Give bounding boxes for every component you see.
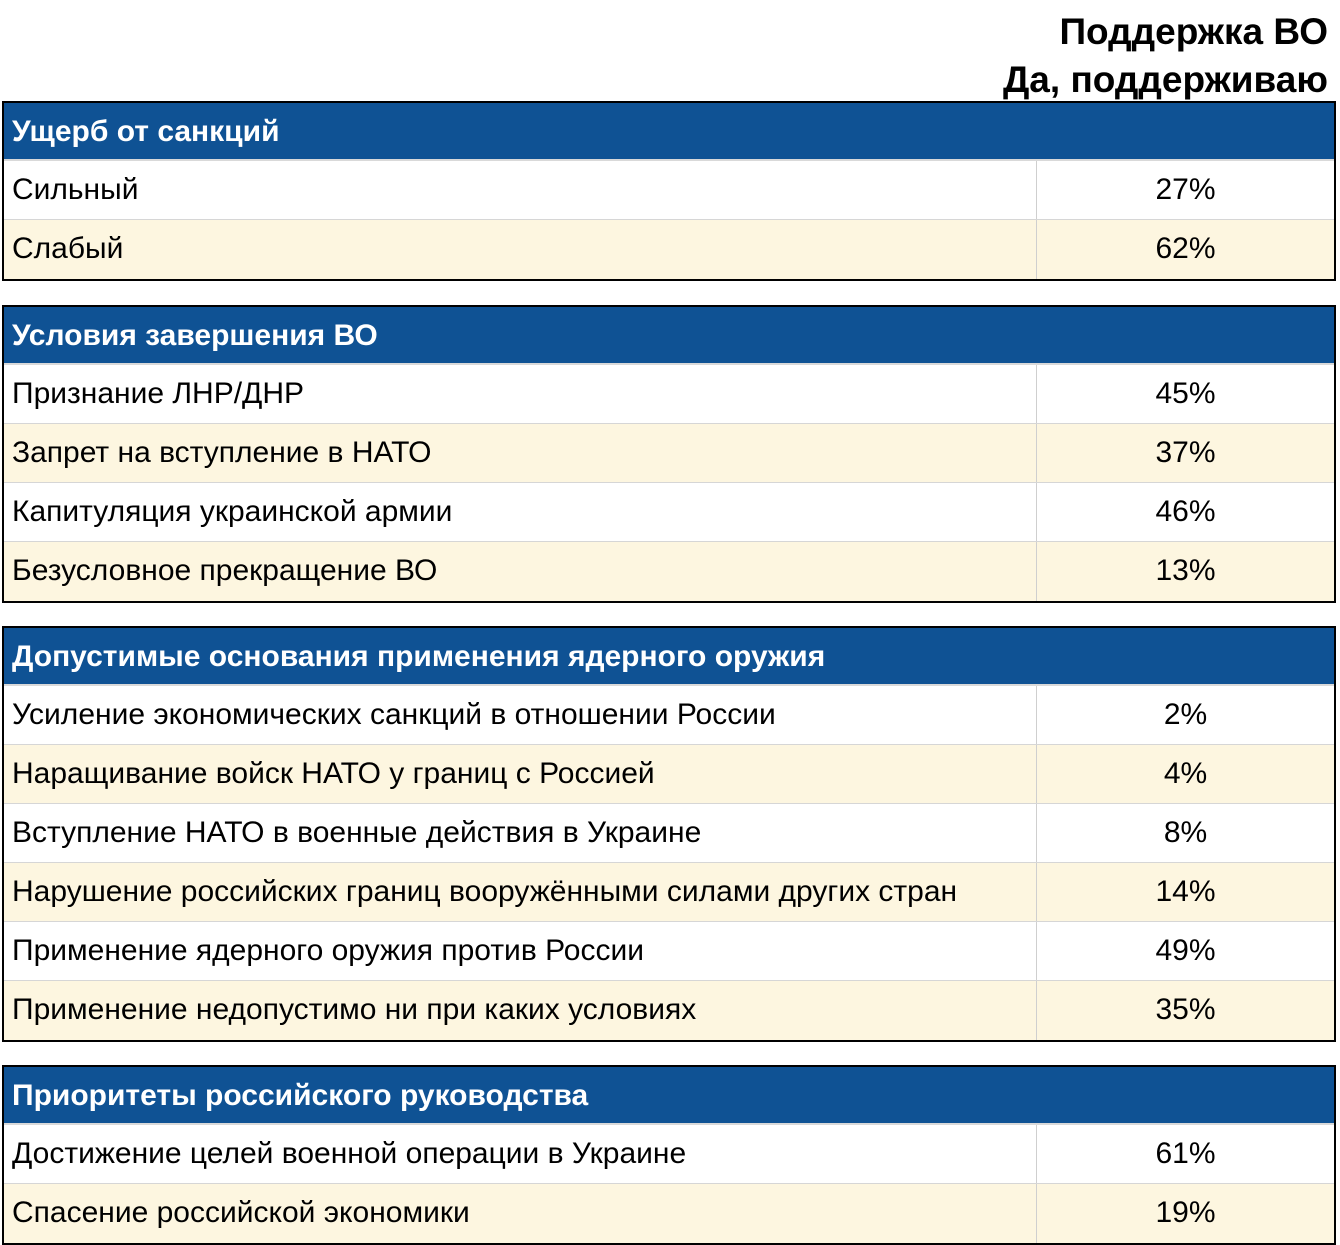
section-nuclear-grounds	[2, 626, 1336, 1042]
row-label: Достижение целей военной операции в Украине	[4, 1125, 1037, 1183]
section-end-conditions	[2, 305, 1336, 603]
row-value: 37%	[1155, 436, 1216, 469]
row-value: 35%	[1155, 993, 1216, 1026]
table-row	[4, 1184, 1334, 1243]
table-row	[4, 804, 1334, 863]
section-sanctions-damage	[2, 101, 1336, 281]
section-title: Допустимые основания применения ядерного оружия	[4, 628, 1334, 686]
row-label: Применение недопустимо ни при каких условиях	[4, 981, 1037, 1040]
table-row	[4, 863, 1334, 922]
row-value: 61%	[1155, 1137, 1216, 1170]
row-label: Наращивание войск НАТО у границ с Россией	[4, 745, 1037, 803]
section-leadership-priorities	[2, 1065, 1336, 1245]
row-label: Запрет на вступление в НАТО	[4, 424, 1037, 482]
table-row	[4, 745, 1334, 804]
row-value: 27%	[1155, 173, 1216, 206]
row-value: 2%	[1163, 698, 1208, 731]
table-row	[4, 220, 1334, 279]
row-label: Спасение российской экономики	[4, 1184, 1037, 1243]
table-row	[4, 161, 1334, 220]
table-row	[4, 365, 1334, 424]
section-title: Ущерб от санкций	[4, 103, 1334, 161]
column-header-line1: Поддержка ВО	[1059, 11, 1328, 52]
table-row	[4, 686, 1334, 745]
row-value: 13%	[1155, 554, 1216, 587]
row-value: 4%	[1163, 757, 1208, 790]
table-row	[4, 542, 1334, 601]
row-value: 14%	[1155, 875, 1216, 908]
table-row	[4, 1125, 1334, 1184]
row-value: 8%	[1163, 816, 1208, 849]
row-value: 46%	[1155, 495, 1216, 528]
row-value: 45%	[1155, 377, 1216, 410]
column-header	[1003, 8, 1328, 104]
row-label: Капитуляция украинской армии	[4, 483, 1037, 541]
row-value: 49%	[1155, 934, 1216, 967]
row-label: Нарушение российских границ вооружёнными силами других стран	[4, 863, 1037, 921]
column-header-line2: Да, поддерживаю	[1002, 59, 1328, 100]
row-label: Безусловное прекращение ВО	[4, 542, 1037, 601]
row-label: Слабый	[4, 220, 1037, 279]
row-label: Усиление экономических санкций в отношении России	[4, 686, 1037, 744]
row-label: Вступление НАТО в военные действия в Украине	[4, 804, 1037, 862]
table-row	[4, 981, 1334, 1040]
row-label: Сильный	[4, 161, 1037, 219]
table-row	[4, 424, 1334, 483]
section-title: Приоритеты российского руководства	[4, 1067, 1334, 1125]
table-row	[4, 483, 1334, 542]
row-label: Признание ЛНР/ДНР	[4, 365, 1037, 423]
row-value: 19%	[1155, 1196, 1216, 1229]
row-label: Применение ядерного оружия против России	[4, 922, 1037, 980]
row-value: 62%	[1155, 232, 1216, 265]
section-title: Условия завершения ВО	[4, 307, 1334, 365]
table-row	[4, 922, 1334, 981]
